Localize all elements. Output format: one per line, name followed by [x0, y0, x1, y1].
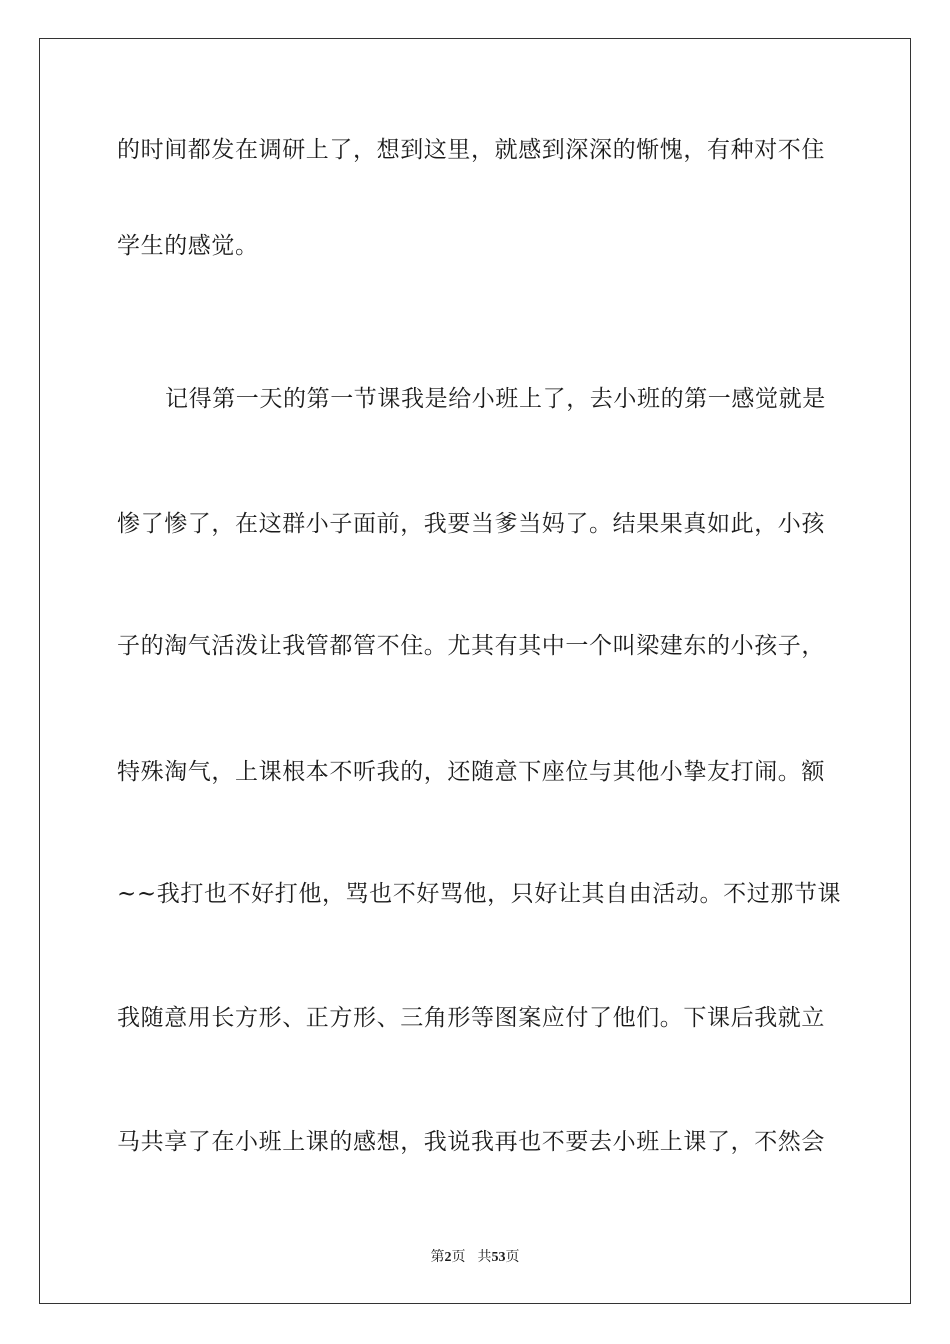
total-suffix: 页 [505, 1249, 520, 1265]
total-pages: 53 [491, 1250, 506, 1265]
page-suffix: 页 [451, 1249, 466, 1265]
total-prefix: 共 [477, 1249, 492, 1265]
text-line: 马共享了在小班上课的感想，我说我再也不要去小班上课了，不然会 [117, 1129, 825, 1155]
text-line: 记得第一天的第一节课我是给小班上了，去小班的第一感觉就是 [165, 386, 826, 412]
text-line: 我随意用长方形、正方形、三角形等图案应付了他们。下课后我就立 [117, 1005, 825, 1031]
page-footer [0, 1248, 950, 1267]
text-line: 的时间都发在调研上了，想到这里，就感到深深的惭愧，有种对不住 [117, 137, 825, 163]
text-line: 子的淘气活泼让我管都管不住。尤其有其中一个叫梁建东的小孩子， [117, 633, 825, 659]
text-line: 学生的感觉。 [117, 233, 259, 259]
page-prefix: 第 [430, 1249, 445, 1265]
page-border [39, 38, 911, 1304]
text-line: 惨了惨了，在这群小子面前，我要当爹当妈了。结果果真如此，小孩 [117, 511, 825, 537]
page-number: 2 [444, 1250, 452, 1265]
text-line: ~~我打也不好打他，骂也不好骂他，只好让其自由活动。不过那节课 [117, 881, 842, 907]
text-line: 特殊淘气，上课根本不听我的，还随意下座位与其他小挚友打闹。额 [117, 759, 825, 785]
